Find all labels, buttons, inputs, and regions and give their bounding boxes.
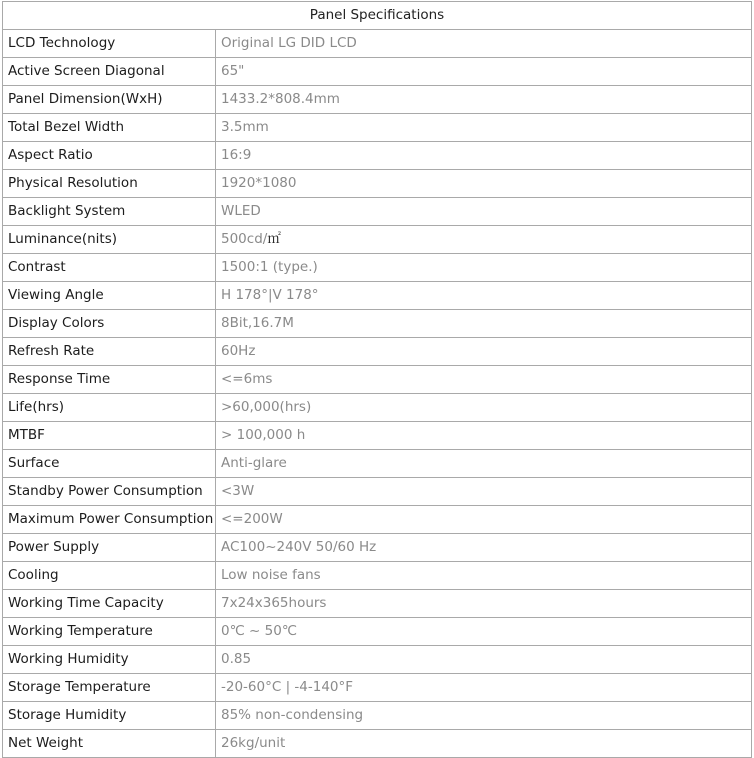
- table-row: [3, 254, 752, 282]
- table-header-row: [3, 2, 752, 30]
- table-row: [3, 702, 752, 730]
- spec-value: 65": [216, 58, 752, 86]
- spec-value: H 178°|V 178°: [216, 282, 752, 310]
- table-row: [3, 170, 752, 198]
- spec-value: -20-60°C | -4-140°F: [216, 674, 752, 702]
- spec-label: Standby Power Consumption: [3, 478, 216, 506]
- spec-value: Low noise fans: [216, 562, 752, 590]
- table-row: [3, 506, 752, 534]
- table-row: [3, 590, 752, 618]
- table-row: [3, 450, 752, 478]
- panel-specifications-table: [2, 1, 752, 758]
- spec-value: >60,000(hrs): [216, 394, 752, 422]
- table-row: [3, 198, 752, 226]
- spec-label: Net Weight: [3, 730, 216, 758]
- spec-label: Working Humidity: [3, 646, 216, 674]
- table-row: [3, 646, 752, 674]
- table-row: [3, 226, 752, 254]
- table-row: [3, 366, 752, 394]
- spec-value: 0℃ ~ 50℃: [216, 618, 752, 646]
- spec-label: Maximum Power Consumption: [3, 506, 216, 534]
- table-row: [3, 422, 752, 450]
- spec-label: Life(hrs): [3, 394, 216, 422]
- table-row: [3, 338, 752, 366]
- spec-label: Working Time Capacity: [3, 590, 216, 618]
- spec-label: Panel Dimension(WxH): [3, 86, 216, 114]
- table-row: [3, 30, 752, 58]
- spec-label: MTBF: [3, 422, 216, 450]
- spec-label: Surface: [3, 450, 216, 478]
- spec-label: Active Screen Diagonal: [3, 58, 216, 86]
- spec-value: 1920*1080: [216, 170, 752, 198]
- spec-value: 3.5mm: [216, 114, 752, 142]
- table-row: [3, 282, 752, 310]
- spec-value: 0.85: [216, 646, 752, 674]
- spec-value: [216, 226, 752, 254]
- spec-value: 60Hz: [216, 338, 752, 366]
- table-row: [3, 730, 752, 758]
- table-row: [3, 618, 752, 646]
- table-row: [3, 394, 752, 422]
- spec-label: Response Time: [3, 366, 216, 394]
- table-row: [3, 674, 752, 702]
- spec-label: Backlight System: [3, 198, 216, 226]
- table-row: [3, 114, 752, 142]
- spec-label: Storage Temperature: [3, 674, 216, 702]
- spec-label: Refresh Rate: [3, 338, 216, 366]
- spec-value: > 100,000 h: [216, 422, 752, 450]
- spec-label: Aspect Ratio: [3, 142, 216, 170]
- spec-label: Physical Resolution: [3, 170, 216, 198]
- spec-value: 85% non-condensing: [216, 702, 752, 730]
- spec-label: Luminance(nits): [3, 226, 216, 254]
- table-row: [3, 562, 752, 590]
- spec-value: <3W: [216, 478, 752, 506]
- spec-label: LCD Technology: [3, 30, 216, 58]
- spec-label: Contrast: [3, 254, 216, 282]
- spec-label: Working Temperature: [3, 618, 216, 646]
- spec-value: 26kg/unit: [216, 730, 752, 758]
- spec-value: 8Bit,16.7M: [216, 310, 752, 338]
- spec-label: Storage Humidity: [3, 702, 216, 730]
- spec-value: 1433.2*808.4mm: [216, 86, 752, 114]
- spec-value: <=6ms: [216, 366, 752, 394]
- spec-value: WLED: [216, 198, 752, 226]
- table-row: [3, 478, 752, 506]
- spec-label: Viewing Angle: [3, 282, 216, 310]
- spec-label: Total Bezel Width: [3, 114, 216, 142]
- spec-value: AC100~240V 50/60 Hz: [216, 534, 752, 562]
- spec-value: Original LG DID LCD: [216, 30, 752, 58]
- spec-value: 1500:1 (type.): [216, 254, 752, 282]
- table-row: [3, 86, 752, 114]
- spec-value: <=200W: [216, 506, 752, 534]
- table-row: [3, 58, 752, 86]
- table-row: [3, 310, 752, 338]
- spec-value: 16:9: [216, 142, 752, 170]
- table-row: [3, 142, 752, 170]
- luminance-value: 500cd/: [221, 231, 268, 247]
- spec-value: 7x24x365hours: [216, 590, 752, 618]
- spec-label: Display Colors: [3, 310, 216, 338]
- table-row: [3, 534, 752, 562]
- square-meter-unit: ㎡: [267, 231, 281, 247]
- spec-label: Power Supply: [3, 534, 216, 562]
- spec-label: Cooling: [3, 562, 216, 590]
- spec-value: Anti-glare: [216, 450, 752, 478]
- table-title: Panel Specifications: [3, 2, 752, 30]
